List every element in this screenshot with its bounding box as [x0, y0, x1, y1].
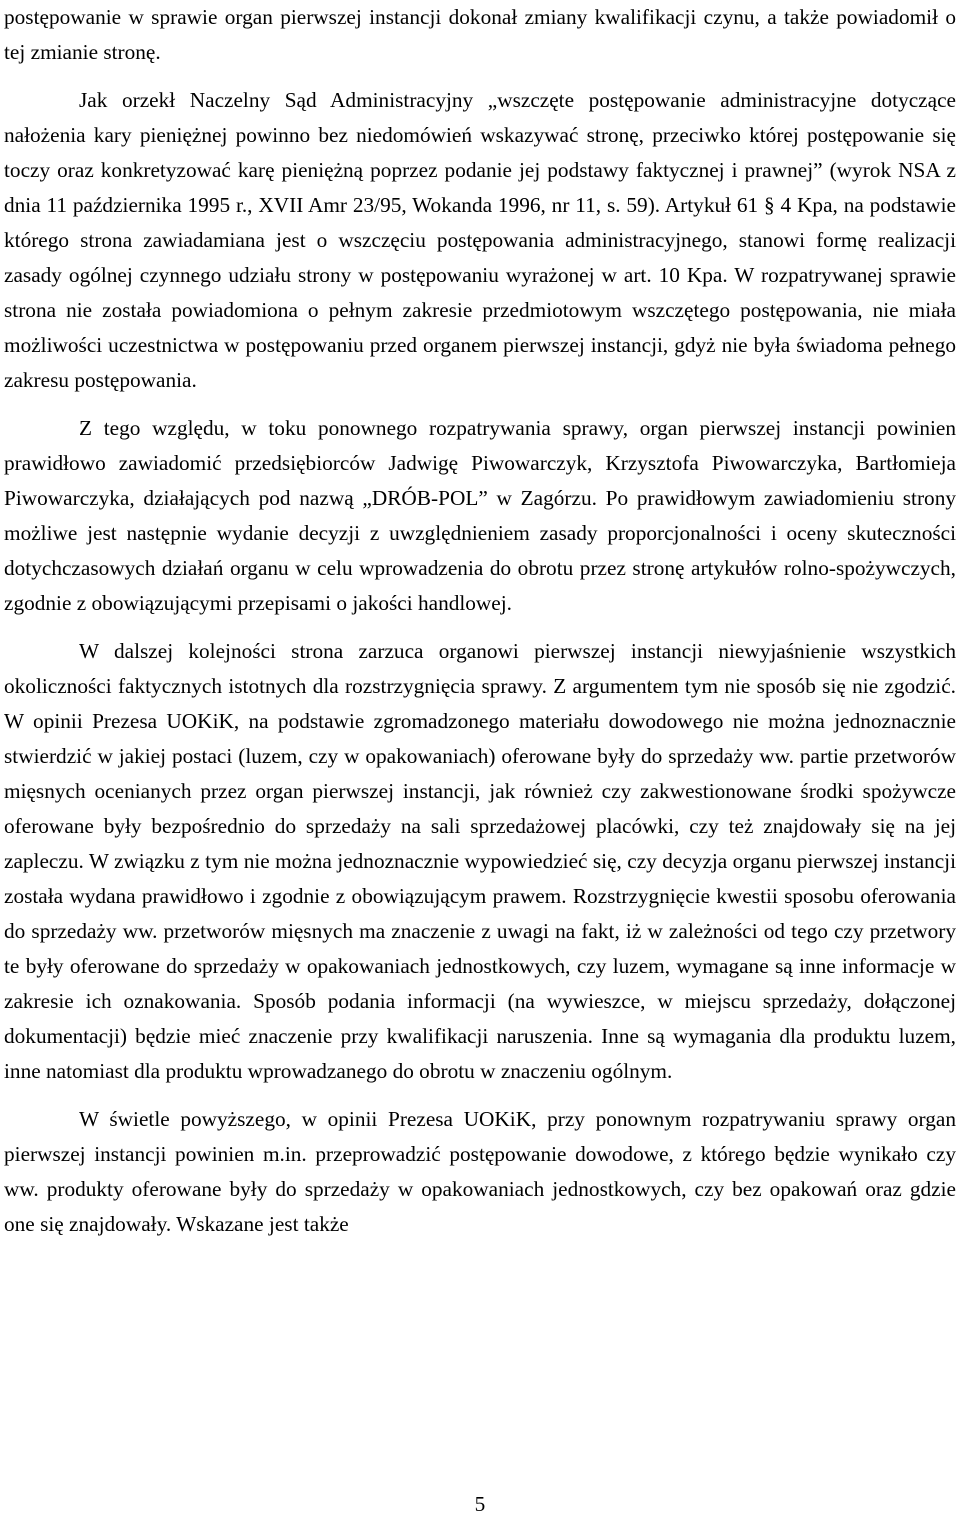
page-number: 5: [474, 1492, 486, 1516]
paragraph-notification: Z tego względu, w toku ponownego rozpatrywania sprawy, organ pierwszej instancji powinien prawidłowo zawiadomić przedsiębiorców Jadwigę Piwowarczyk, Krzysztofa Piwowarczyka, Bartłomieja Piwowarczyka, działających pod nazwą „DRÓB-POL” w Zagórzu. Po prawidłowym zawiadomieniu strony możliwe jest następnie wydanie decyzji z uwzględnieniem zasady proporcjonalności i oceny skuteczności dotychczasowych działań organu w celu wprowadzenia do obrotu przez stronę artykułów rolno-spożywczych, zgodnie z obowiązującymi przepisami o jakości handlowej.: [4, 416, 956, 615]
document-page: [4, 0, 956, 1242]
paragraph-nsa-ruling: Jak orzekł Naczelny Sąd Administracyjny „wszczęte postępowanie administracyjne dotyczące nałożenia kary pieniężnej powinno bez niedomówień wskazywać stronę, przeciwko której postępowanie się toczy oraz konkretyzować karę pieniężną poprzez podanie jej podstawy faktycznej i prawnej” (wyrok NSA z dnia 11 października 1995 r., XVII Amr 23/95, Wokanda 1996, nr 11, s. 59). Artykuł 61 § 4 Kpa, na podstawie którego strona zawiadamiana jest o wszczęciu postępowania administracyjnego, stanowi formę realizacji zasady ogólnej czynnego udziału strony w postępowaniu wyrażonej w art. 10 Kpa. W rozpatrywanej sprawie strona nie została powiadomiona o pełnym zakresie przedmiotowym wszczętego postępowania, nie miała możliwości uczestnictwa w postępowaniu przed organem pierwszej instancji, gdyż nie była świadoma pełnego zakresu postępowania.: [4, 88, 956, 392]
paragraph-conclusion: W świetle powyższego, w opinii Prezesa UOKiK, przy ponownym rozpatrywaniu sprawy organ pierwszej instancji powinien m.in. przeprowadzić postępowanie dowodowe, z którego będzie wynikało czy ww. produkty oferowane były do sprzedaży w opakowaniach jednostkowych, czy bez opakowań oraz gdzie one się znajdowały. Wskazane jest także: [4, 1107, 956, 1236]
paragraph-circumstances: W dalszej kolejności strona zarzuca organowi pierwszej instancji niewyjaśnienie wszystkich okoliczności faktycznych istotnych dla rozstrzygnięcia sprawy. Z argumentem tym nie sposób się nie zgodzić. W opinii Prezesa UOKiK, na podstawie zgromadzonego materiału dowodowego nie można jednoznacznie stwierdzić w jakiej postaci (luzem, czy w opakowaniach) oferowane były do sprzedaży ww. partie przetworów mięsnych ocenianych przez organ pierwszej instancji, jak również czy zakwestionowane środki spożywcze oferowane były bezpośrednio do sprzedaży na sali sprzedażowej placówki, czy też znajdowały się na jej zapleczu. W związku z tym nie można jednoznacznie wypowiedzieć się, czy decyzja organu pierwszej instancji została wydana prawidłowo i zgodnie z obowiązującym prawem. Rozstrzygnięcie kwestii sposobu oferowania do sprzedaży ww. przetworów mięsnych ma znaczenie z uwagi na fakt, iż w zależności od tego czy przetwory te były oferowane do sprzedaży w opakowaniach jednostkowych, czy luzem, wymagane są inne informacje w zakresie ich oznakowania. Sposób podania informacji (na wywieszce, w miejscu sprzedaży, dołączonej dokumentacji) będzie mieć znaczenie przy kwalifikacji naruszenia. Inne są wymagania dla produktu luzem, inne natomiast dla produktu wprowadzanego do obrotu w znaczeniu ogólnym.: [4, 639, 956, 1083]
paragraph-continuation: postępowanie w sprawie organ pierwszej instancji dokonał zmiany kwalifikacji czynu, a także powiadomił o tej zmianie stronę.: [4, 5, 956, 64]
